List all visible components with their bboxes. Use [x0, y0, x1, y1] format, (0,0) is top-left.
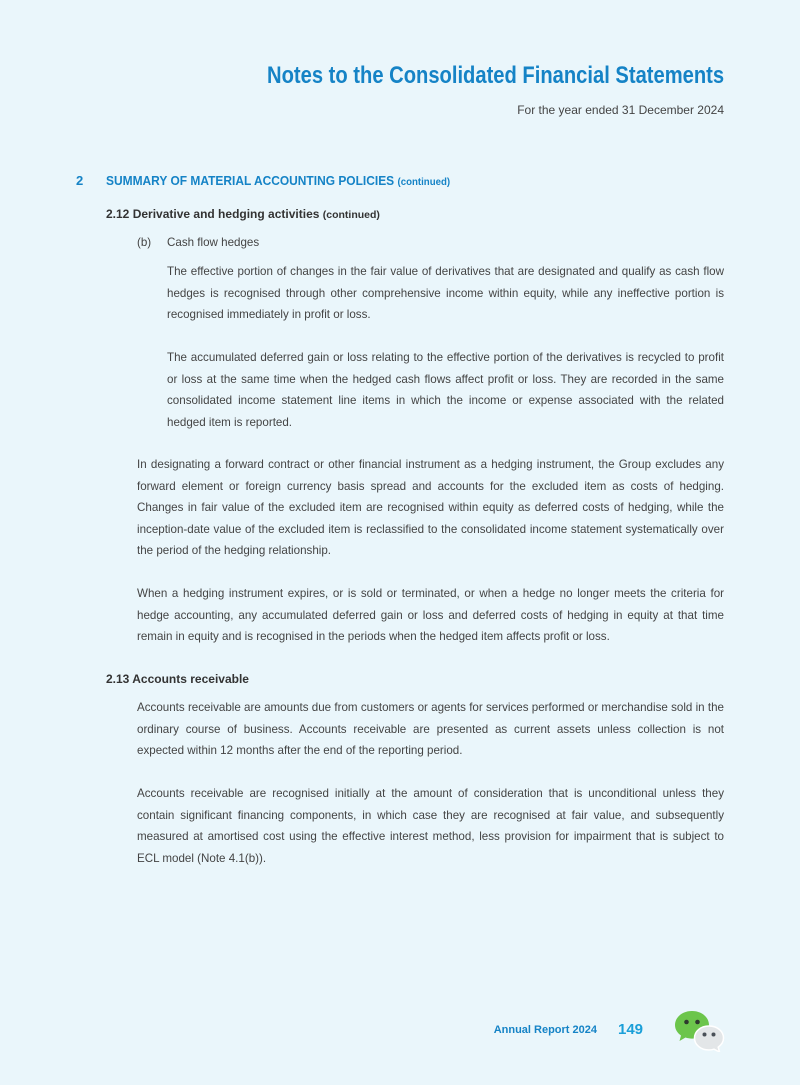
paragraph: When a hedging instrument expires, or is sold or terminated, or when a hedge no longer meets the criteria for hedge accounting, any accumulated deferred gain or loss and deferred costs of hedging in equity at that time remain in equity and is recognised in the periods when the hedged item affects profit or loss. [137, 587, 724, 643]
page-subtitle: For the year ended 31 December 2024 [517, 103, 724, 117]
wechat-logo-icon [674, 1010, 726, 1052]
section-title-text: SUMMARY OF MATERIAL ACCOUNTING POLICIES [106, 173, 395, 188]
section-number: 2 [76, 173, 84, 188]
paragraph: Accounts receivable are amounts due from customers or agents for services performed or merchandise sold in the ordinary course of business. Accounts receivable are presented as current assets unless collection is not expected within 12 months after the end of the reporting period. [137, 701, 724, 757]
footer-report-label: Annual Report 2024 [493, 1024, 597, 1036]
paragraph: The effective portion of changes in the fair value of derivatives that are designated and qualify as cash flow hedges is recognised through other comprehensive income within equity, while any ineffective portion is recognised immediately in profit or loss. [167, 265, 724, 321]
item-title: Cash flow hedges [167, 236, 260, 249]
paragraph: The accumulated deferred gain or loss relating to the effective portion of the derivatives is recycled to profit or loss at the same time when the hedged cash flows affect profit or loss. They are recorded in the same consolidated income statement line items in which the income or expense associated with the related hedged item is reported. [167, 351, 724, 429]
subsection-title-2-13: 2.13 Accounts receivable [106, 672, 249, 686]
subsection-continued: (continued) [322, 209, 380, 221]
page-title: Notes to the Consolidated Financial Statements [266, 62, 724, 89]
item-label: (b) [137, 236, 152, 249]
section-title [106, 173, 450, 188]
subsection-title-2-12 [106, 207, 380, 221]
page-number: 149 [618, 1021, 644, 1038]
subsection-title-text: 2.12 Derivative and hedging activities [106, 207, 320, 221]
paragraph: In designating a forward contract or other financial instrument as a hedging instrument, the Group excludes any forward element or foreign currency basis spread and accounts for the excluded item as costs of hedging. Changes in fair value of the excluded item are recognised within equity as deferred costs of hedging, while the inception-date value of the excluded item is reclassified to the consolidated income statement systematically over the period of the hedging relationship. [137, 458, 724, 557]
paragraph: Accounts receivable are recognised initially at the amount of consideration that is unconditional unless they contain significant financing components, in which case they are recognised at fair value, and subsequently measured at amortised cost using the effective interest method, less provision for impairment that is subject to ECL model (Note 4.1(b)). [137, 787, 724, 865]
section-continued: (continued) [397, 176, 451, 188]
